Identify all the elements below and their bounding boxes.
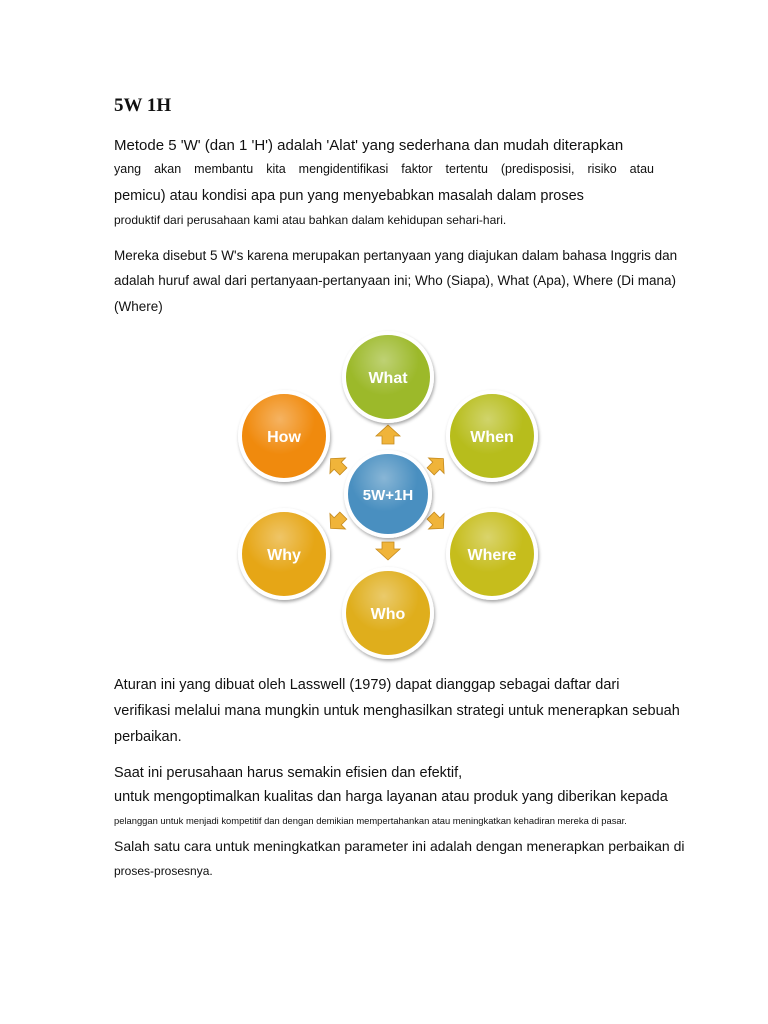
node-why [240, 510, 328, 598]
intro-line-2: yang akan membantu kita mengidentifikasi faktor tertentu (predisposisi, risiko atau [114, 162, 654, 176]
para3-line-3: perbaikan. [114, 729, 182, 745]
node-what-label: What [368, 370, 408, 387]
node-center-label: 5W+1H [362, 487, 414, 504]
para2-line-2: adalah huruf awal dari pertanyaan-pertanyaan ini; Who (Siapa), What (Apa), Where (Di mana) [114, 273, 677, 288]
arrow-down-icon [376, 542, 400, 560]
page-title: 5W 1H [114, 95, 172, 116]
node-where [448, 510, 536, 598]
para5-line-2: proses-prosesnya. [114, 864, 213, 878]
intro-line-3: pemicu) atau kondisi apa pun yang menyebabkan masalah dalam proses [114, 188, 584, 204]
node-why-label: Why [267, 547, 301, 564]
node-who [344, 569, 432, 657]
para4-line-2: untuk mengoptimalkan kualitas dan harga layanan atau produk yang diberikan kepada [114, 789, 668, 805]
node-when [448, 392, 536, 480]
intro-line-1: Metode 5 'W' (dan 1 'H') adalah 'Alat' yang sederhana dan mudah diterapkan [114, 137, 624, 154]
para4-line-1: Saat ini perusahaan harus semakin efisien dan efektif, [114, 765, 463, 781]
intro-line-4: produktif dari perusahaan kami atau bahkan dalam kehidupan sehari-hari. [114, 213, 507, 227]
arrow-upleft-icon [323, 451, 351, 479]
node-what [344, 333, 432, 421]
para2-line-3: (Where) [114, 299, 163, 314]
node-when-label: When [470, 429, 514, 446]
node-center [346, 452, 430, 536]
para3-line-1: Aturan ini yang dibuat oleh Lasswell (1979) dapat dianggap sebagai daftar dari [114, 677, 620, 693]
para5-line-1: Salah satu cara untuk meningkatkan parameter ini adalah dengan menerapkan perbaikan di [114, 838, 685, 854]
arrow-up-icon [376, 425, 400, 444]
node-where-label: Where [467, 547, 517, 564]
node-how-label: How [267, 429, 301, 446]
para3-line-2: verifikasi melalui mana mungkin untuk menghasilkan strategi untuk menerapkan sebuah [114, 703, 680, 719]
para4-line-3: pelanggan untuk menjadi kompetitif dan dengan demikian mempertahankan atau meningkatkan kehadiran mereka di pasar. [114, 815, 627, 826]
para2-line-1: Mereka disebut 5 W's karena merupakan pertanyaan yang diajukan dalam bahasa Inggris dan [114, 248, 678, 263]
node-who-label: Who [370, 606, 406, 623]
arrow-downleft-icon [323, 508, 351, 536]
node-how [240, 392, 328, 480]
arrow-to-what [376, 425, 400, 444]
